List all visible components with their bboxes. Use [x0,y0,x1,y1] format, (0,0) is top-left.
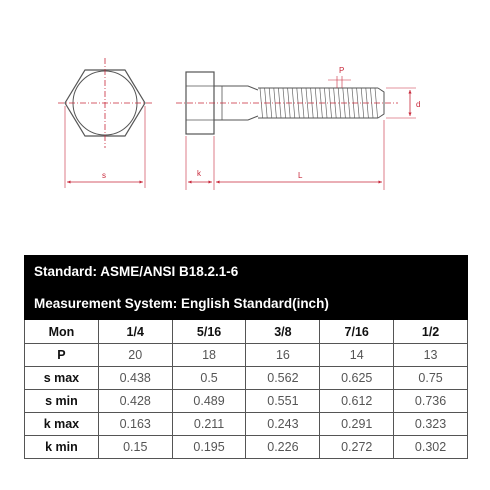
table-cell: 0.243 [246,413,320,436]
measurement-system-row [25,288,468,320]
standard-row [25,256,468,288]
table-cell: 0.625 [320,367,394,390]
length-dimension [216,120,384,190]
table-cell: 0.428 [98,390,172,413]
table-cell: 0.489 [172,390,246,413]
table-row [25,436,468,459]
bolt-technical-drawing [0,0,490,235]
row-label: P [25,344,99,367]
header-cell: 5/16 [172,320,246,344]
bolt-side-view [176,72,398,134]
dimension-label-d: d [416,100,421,109]
table-cell: 0.323 [394,413,468,436]
table-cell: 18 [172,344,246,367]
table-cell: 0.211 [172,413,246,436]
table-cell: 0.302 [394,436,468,459]
table-cell: 0.291 [320,413,394,436]
dimension-label-s: s [102,171,106,180]
head-height-dimension [186,136,214,190]
table-cell: 16 [246,344,320,367]
header-cell: 7/16 [320,320,394,344]
bolt-specification-table [24,255,468,459]
header-cell: 1/4 [98,320,172,344]
table-row [25,344,468,367]
size-header-row [25,320,468,344]
table-row [25,413,468,436]
row-label: s min [25,390,99,413]
standard-text: Standard: ASME/ANSI B18.2.1-6 [25,256,468,288]
measurement-system-text: Measurement System: English Standard(inch) [25,288,468,320]
table-cell: 0.15 [98,436,172,459]
table-cell: 0.736 [394,390,468,413]
header-cell: 3/8 [246,320,320,344]
dimension-label-L: L [298,171,303,180]
table-cell: 0.562 [246,367,320,390]
row-label: s max [25,367,99,390]
table-cell: 0.612 [320,390,394,413]
header-cell: 1/2 [394,320,468,344]
table-cell: 0.5 [172,367,246,390]
row-label: k max [25,413,99,436]
table-row [25,367,468,390]
table-cell: 0.272 [320,436,394,459]
thread-pitch-dimension [328,66,351,88]
dimension-label-P: P [339,66,345,75]
table-cell: 20 [98,344,172,367]
diameter-dimension [386,88,420,118]
table-cell: 0.75 [394,367,468,390]
table-cell: 0.163 [98,413,172,436]
table-cell: 13 [394,344,468,367]
table-cell: 0.438 [98,367,172,390]
dimension-label-k: k [197,169,201,178]
header-cell: Mon [25,320,99,344]
table-row [25,390,468,413]
table-cell: 14 [320,344,394,367]
table-cell: 0.551 [246,390,320,413]
table-cell: 0.195 [172,436,246,459]
table-cell: 0.226 [246,436,320,459]
row-label: k min [25,436,99,459]
hex-head-end-view [58,58,152,148]
